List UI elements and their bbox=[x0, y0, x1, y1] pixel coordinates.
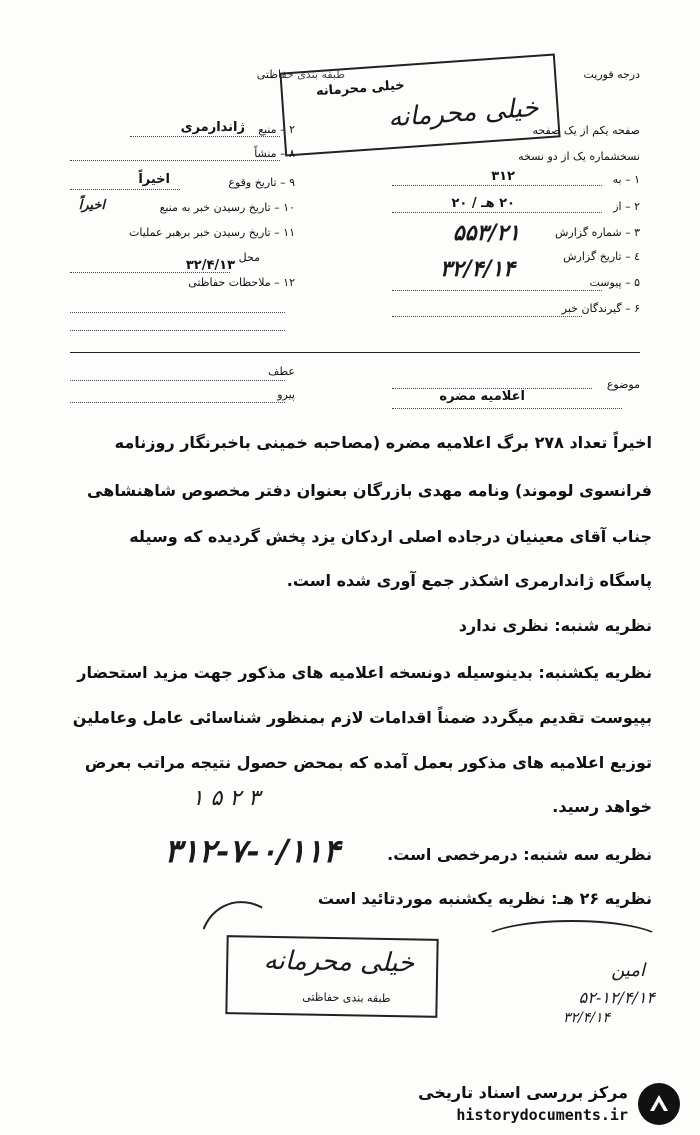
page-line: صفحه یکم از یک صفحه bbox=[532, 124, 640, 137]
classification-stamp bbox=[279, 53, 560, 156]
field-report-number-value: ۵۵۳/۲۱ bbox=[452, 220, 520, 246]
field-to-label: ۱ – به bbox=[612, 173, 640, 186]
bottom-classification-stamp bbox=[225, 935, 438, 1018]
body-line: اخیراً تعداد ۲۷۸ برگ اعلامیه مضره (مصاحبه خمینی باخبرنگار روزنامه bbox=[114, 433, 652, 452]
urgency-label: درجه فوریت bbox=[583, 68, 640, 81]
body-line: جناب آقای معینیان درجاده اصلی اردکان یزد پخش گردیده که وسیله bbox=[129, 527, 652, 546]
subject-value: اعلامیه مضره bbox=[439, 389, 525, 404]
signature-number-1: ۵۲-۱۲/۴/۱۴ bbox=[578, 988, 655, 1007]
field-recipients-label: ۶ – گیرندگان خبر bbox=[561, 302, 640, 315]
handwritten-classification: خیلی محرمانه bbox=[387, 92, 540, 134]
field-attachment-label: ۵ – پیوست bbox=[589, 276, 640, 289]
body-line: توزیع اعلامیه های مذکور بعمل آمده که بمحض حصول نتیجه مراتب بعرض bbox=[84, 753, 652, 772]
stamp-title: خیلی محرمانه bbox=[315, 78, 406, 100]
signature-stroke bbox=[480, 920, 664, 964]
archive-logo-icon bbox=[638, 1083, 680, 1125]
field-place-label: محل bbox=[238, 251, 260, 264]
body-line: نظریه یکشنبه: بدینوسیله دونسخه اعلامیه های مذکور جهت مزید استحضار bbox=[77, 663, 652, 682]
signature-number-2: ۳۲/۴/۱۴ bbox=[562, 1010, 610, 1026]
footer-website[interactable]: historydocuments.ir bbox=[456, 1106, 628, 1124]
field-source-value: ژاندارمری bbox=[180, 120, 245, 135]
signature-initials: امین bbox=[611, 960, 645, 981]
field-news-to-source-value: اخیراً bbox=[78, 198, 105, 213]
field-report-date-value: ۳۲/۴/۱۴ bbox=[439, 256, 515, 282]
body-line: نظریه شنبه: نظری ندارد bbox=[458, 616, 652, 635]
field-news-to-leader-label: ۱۱ – تاریخ رسیدن خبر برهبر عملیات bbox=[129, 226, 295, 239]
piro-label: پیرو bbox=[277, 388, 295, 401]
bottom-stamp-value: خیلی محرمانه bbox=[263, 945, 415, 979]
body-line: نظریه سه شنبه: درمرخصی است. bbox=[387, 845, 652, 864]
copy-line: نسخشماره یک از دو نسخه bbox=[518, 150, 640, 163]
header-divider bbox=[70, 352, 640, 353]
field-event-date-label: ۹ – تاریخ وقوع bbox=[228, 176, 295, 189]
field-security-notes-label: ۱۲ – ملاحظات حفاظتی bbox=[188, 276, 295, 289]
bottom-stamp-caption: طبقه بندی حفاظتی bbox=[302, 990, 391, 1006]
field-place-value: ۳۲/۴/۱۳ bbox=[185, 258, 235, 273]
field-to-value: ۳۱۲ bbox=[491, 169, 515, 184]
body-line: پاسگاه ژاندارمری اشکذر جمع آوری شده است. bbox=[286, 571, 652, 590]
handwritten-archive-note: ۳ ۲ ۵ ۱ bbox=[191, 786, 260, 811]
field-report-date-label: ٤ – تاریخ گزارش bbox=[563, 250, 640, 263]
field-event-date-value: اخیراً bbox=[138, 172, 170, 187]
body-line: نظریه ۲۶ هـ: نظریه یکشنبه موردتائید است bbox=[317, 889, 652, 908]
body-line: بپیوست تقدیم میگردد ضمناً اقدامات لازم بمنظور شناسائی عامل وعاملین bbox=[72, 708, 652, 727]
field-from-label: ۲ – از bbox=[613, 200, 640, 213]
atf-label: عطف bbox=[268, 365, 295, 378]
subject-label: موضوع bbox=[606, 378, 640, 391]
footer-org-name: مرکز بررسی اسناد تاریخی bbox=[418, 1083, 628, 1102]
field-source-label: ۲ – منبع bbox=[258, 123, 295, 136]
handwritten-file-number: ۳۱۲-۷-۰/۱۱۴ bbox=[164, 832, 340, 870]
field-report-number-label: ۳ – شماره گزارش bbox=[554, 226, 640, 239]
body-line: خواهد رسید. bbox=[552, 797, 652, 816]
body-line: فرانسوی لوموند) ونامه مهدی بازرگان بعنوان دفتر مخصوص شاهنشاهی bbox=[87, 481, 652, 500]
field-origin-label: ۸ – منشاً bbox=[254, 147, 295, 160]
field-news-to-source-label: ۱۰ – تاریخ رسیدن خبر به منبع bbox=[159, 201, 295, 214]
field-from-value: ۲۰ هـ / ۲۰ bbox=[451, 196, 515, 211]
classification-label: طبقه بندی حفاظتی bbox=[256, 68, 345, 81]
